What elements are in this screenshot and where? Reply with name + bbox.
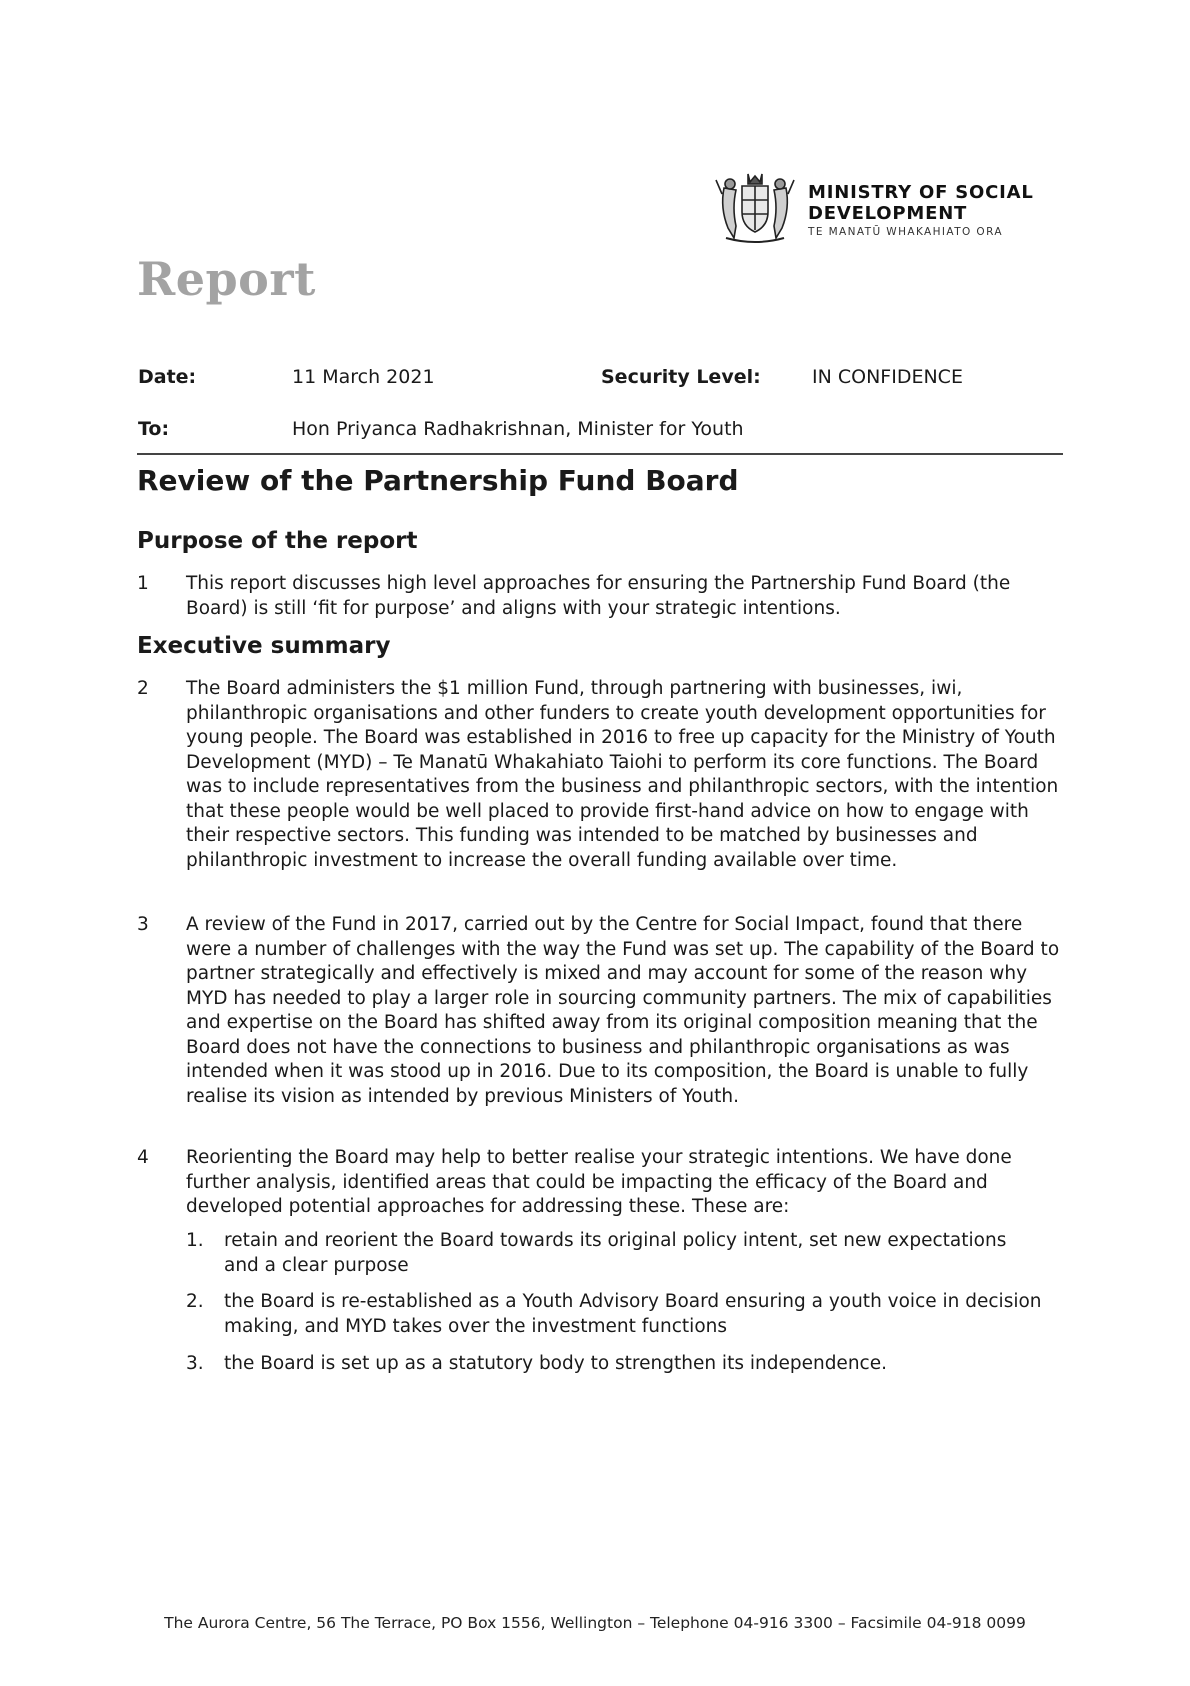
document-type: Report: [137, 252, 316, 306]
paragraph-number: 1: [137, 573, 149, 594]
option-number: 1.: [186, 1230, 204, 1251]
logo-line-2: DEVELOPMENT: [808, 203, 968, 224]
logo-line-1: MINISTRY OF SOCIAL: [808, 182, 1034, 203]
option-number: 2.: [186, 1291, 204, 1312]
option-text: retain and reorient the Board towards its original policy intent, set new expectations and a clear purpose: [224, 1230, 1007, 1276]
security-label: Security Level:: [601, 366, 761, 388]
logo-text: [808, 182, 1034, 238]
logo-subtitle: TE MANATŪ WHAKAHIATO ORA: [808, 226, 1003, 238]
paragraph-text: A review of the Fund in 2017, carried out by the Centre for Social Impact, found that there were a number of challenges with the way the Fund was set up. The capability of the Board to partner strategically and effectively is mixed and may account for some of the reason why MYD has needed to play a larger role in sourcing community partners. The mix of capabilities and expertise on the Board has shifted away from its original composition meaning that the Board does not have the connections to business and philanthropic organisations as was intended when it was stood up in 2016. Due to its composition, the Board is unable to fully realise its vision as intended by previous Ministers of Youth.: [186, 914, 1060, 1107]
coat-of-arms-icon: [712, 168, 798, 244]
date-label: Date:: [138, 366, 197, 388]
purpose-heading: Purpose of the report: [137, 528, 418, 554]
paragraph-text: The Board administers the $1 million Fund, through partnering with businesses, iwi, philanthropic organisations and other funders to create youth development opportunities for young people. The Board was established in 2016 to free up capacity for the Ministry of Youth Development (MYD) – Te Manatū Whakahiato Taiohi to perform its core functions. The Board was to include representatives from the business and philanthropic sectors, with the intention that these people would be well placed to provide first-hand advice on how to engage with their respective sectors. This funding was intended to be matched by businesses and philanthropic investment to increase the overall funding available over time.: [186, 678, 1059, 871]
footer-address: The Aurora Centre, 56 The Terrace, PO Box 1556, Wellington – Telephone 04-916 3300 – Facsimile 04-918 0099: [164, 1614, 1026, 1632]
paragraph-text: This report discusses high level approaches for ensuring the Partnership Fund Board (the Board) is still ‘fit for purpose’ and aligns with your strategic intentions.: [186, 573, 1011, 619]
paragraph-number: 3: [137, 914, 149, 935]
to-label: To:: [138, 418, 170, 440]
paragraph-number: 4: [137, 1147, 149, 1168]
page-title: Review of the Partnership Fund Board: [137, 464, 739, 497]
paragraph-text: Reorienting the Board may help to better realise your strategic intentions. We have done further analysis, identified areas that could be impacting the efficacy of the Board and developed potential approaches for addressing these. These are:: [186, 1147, 1012, 1217]
paragraph-number: 2: [137, 678, 149, 699]
option-number: 3.: [186, 1353, 204, 1374]
executive-summary-heading: Executive summary: [137, 633, 391, 659]
option-text: the Board is set up as a statutory body to strengthen its independence.: [224, 1353, 887, 1374]
security-value: IN CONFIDENCE: [812, 366, 963, 388]
option-text: the Board is re-established as a Youth Advisory Board ensuring a youth voice in decision making, and MYD takes over the investment functions: [224, 1291, 1042, 1337]
to-value: Hon Priyanca Radhakrishnan, Minister for Youth: [292, 418, 744, 440]
date-value: 11 March 2021: [292, 366, 435, 388]
header-divider: [137, 453, 1063, 455]
